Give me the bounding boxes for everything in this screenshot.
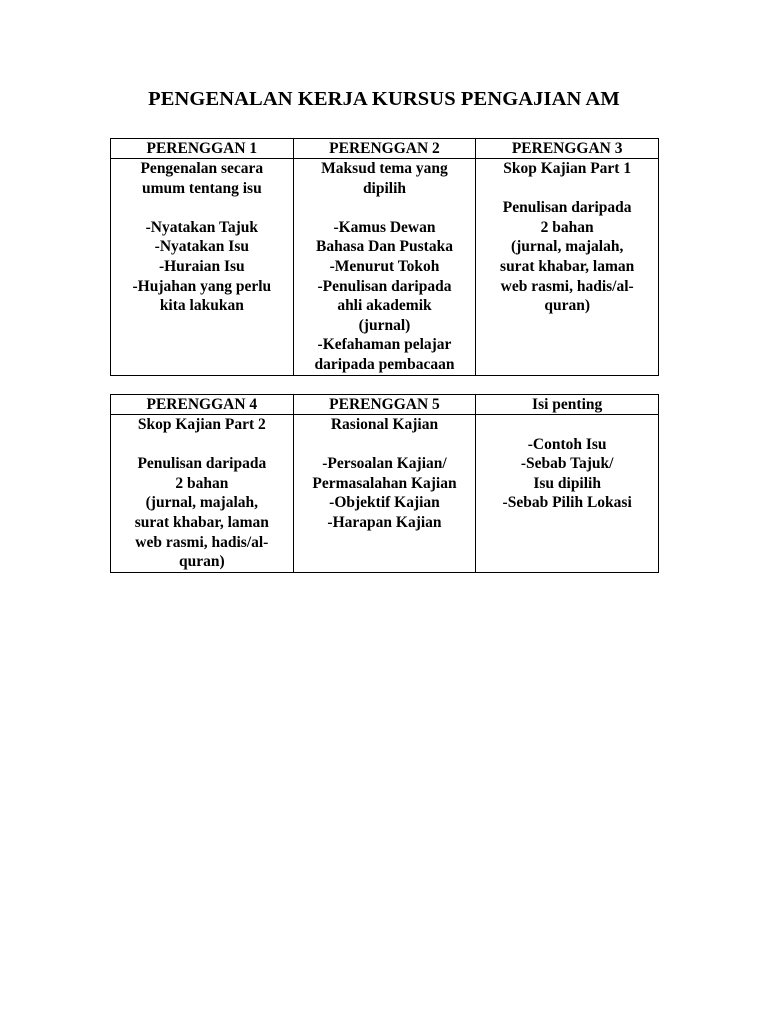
- header-perenggan-4: PERENGGAN 4: [111, 395, 294, 415]
- cell-perenggan-5: [293, 415, 476, 573]
- table-header-row: [111, 395, 659, 415]
- header-perenggan-1: PERENGGAN 1: [111, 139, 294, 159]
- cell-text: Rasional Kajian -Persoalan Kajian/ Permasalahan Kajian -Objektif Kajian -Harapan Kajian: [312, 416, 457, 531]
- header-perenggan-2: PERENGGAN 2: [293, 139, 476, 159]
- table-paragraphs-4-5: [110, 394, 659, 573]
- table-header-row: [111, 139, 659, 159]
- header-perenggan-5: PERENGGAN 5: [293, 395, 476, 415]
- table-paragraphs-1-3: [110, 138, 659, 376]
- header-isi-penting: Isi penting: [476, 395, 659, 415]
- header-perenggan-3: PERENGGAN 3: [476, 139, 659, 159]
- table-row: [111, 159, 659, 376]
- cell-perenggan-4: [111, 415, 294, 573]
- cell-text: -Contoh Isu -Sebab Tajuk/ Isu dipilih -Sebab Pilih Lokasi: [502, 435, 632, 512]
- cell-perenggan-1: [111, 159, 294, 376]
- table-row: [111, 415, 659, 573]
- cell-isi-penting: [476, 415, 659, 573]
- cell-text: Maksud tema yang dipilih -Kamus Dewan Bahasa Dan Pustaka -Menurut Tokoh -Penulisan daripada ahli akademik (jurnal) -Kefahaman pelajar daripada pembacaan: [314, 160, 455, 373]
- cell-perenggan-2: [293, 159, 476, 376]
- page-title: PENGENALAN KERJA KURSUS PENGAJIAN AM: [148, 88, 620, 110]
- cell-text: Skop Kajian Part 1 Penulisan daripada 2 bahan (jurnal, majalah, surat khabar, laman web rasmi, hadis/al- quran): [500, 160, 635, 315]
- cell-text: Skop Kajian Part 2 Penulisan daripada 2 bahan (jurnal, majalah, surat khabar, laman web rasmi, hadis/al- quran): [134, 416, 269, 571]
- cell-perenggan-3: [476, 159, 659, 376]
- cell-text: Pengenalan secara umum tentang isu -Nyatakan Tajuk -Nyatakan Isu -Huraian Isu -Hujahan yang perlu kita lakukan: [132, 160, 272, 315]
